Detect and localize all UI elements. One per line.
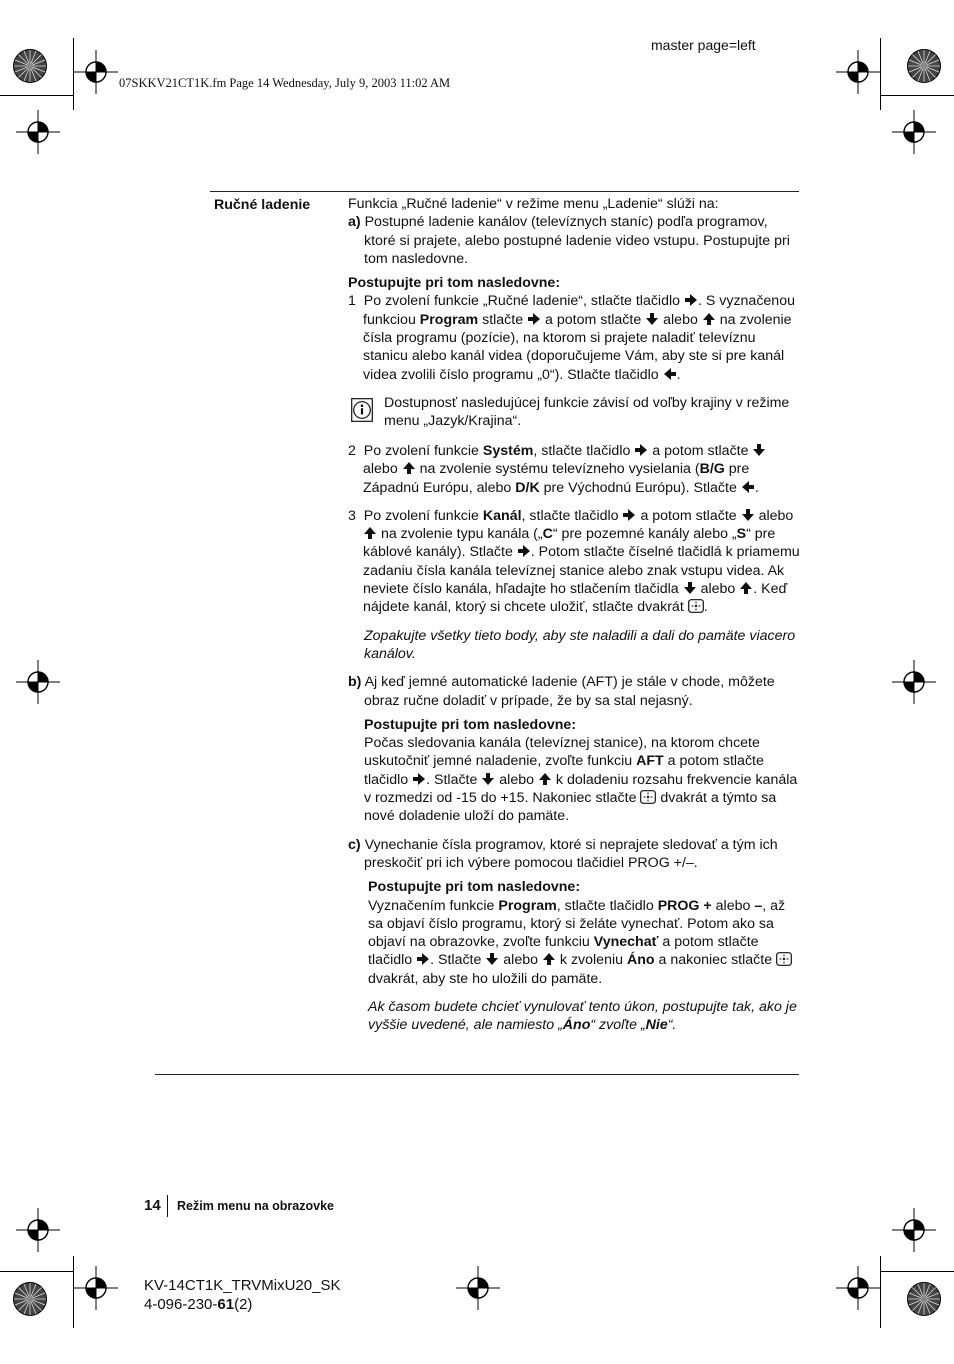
color-rosette-icon	[906, 1281, 942, 1317]
arrow-down-icon	[645, 312, 659, 326]
ok-button-icon	[640, 790, 656, 804]
arrow-right-icon	[622, 508, 636, 522]
note-text: Dostupnosť nasledujúcej funkcie závisí od voľby krajiny v režime menu „Jazyk/Krajina“.	[384, 394, 790, 430]
item-b: b) Aj keď jemné automatické ladenie (AFT) je stále v chode, môžete obraz ručne doladiť v prípade, že by sa stal nejasný.	[348, 674, 775, 709]
step-2: 2 Po zvolení funkcie Systém, stlačte tlačidlo a potom stlačte alebo na zvolenie systému televízneho vysielania (B/G pre Západnú Európu, alebo D/K pre Východnú Európu). Stlačte .	[348, 442, 800, 497]
registration-mark-icon	[16, 110, 60, 154]
arrow-up-icon	[538, 772, 552, 786]
arrow-up-icon	[363, 526, 377, 540]
arrow-left-icon	[663, 367, 677, 381]
footer-section-name: Režim menu na obrazovke	[177, 1199, 334, 1213]
ok-button-icon	[776, 952, 792, 966]
arrow-right-icon	[416, 952, 430, 966]
arrow-down-icon	[683, 581, 697, 595]
arrow-right-icon	[527, 312, 541, 326]
b-heading: Postupujte pri tom nasledovne:	[364, 716, 577, 733]
color-rosette-icon	[12, 1281, 48, 1317]
item-c: c) Vynechanie čísla programov, ktoré si neprajete sledovať a tým ich preskočiť pri ich výbere pomocou tlačidiel PROG +/–.	[348, 836, 778, 871]
arrow-up-icon	[402, 461, 416, 475]
registration-mark-icon	[74, 1266, 118, 1310]
arrow-left-icon	[741, 480, 755, 494]
arrow-right-icon	[412, 772, 426, 786]
arrow-down-icon	[752, 443, 766, 457]
section-label: Ručné ladenie	[214, 197, 311, 213]
a-heading: Postupujte pri tom nasledovne:	[348, 275, 561, 292]
ok-button-icon	[688, 599, 704, 613]
registration-mark-icon	[892, 660, 936, 704]
model-name: KV-14CT1K_TRVMixU20_SK	[144, 1277, 341, 1294]
step-1: 1 Po zvolení funkcie „Ručné ladenie“, stlačte tlačidlo . S vyznačenou funkciou Program stlačte a potom stlačte alebo na zvolenie čísla programu (pozície), na ktorom si prajete naladiť televíznu stanicu alebo kanál videa (doporučujeme Vám, aby ste si pre kanál videa zvolili číslo programu „0“). Stlačte tlačidlo .	[348, 293, 795, 383]
item-a: a) Postupné ladenie kanálov (televíznych staníc) podľa programov, ktoré si prajete, alebo postupné ladenie video vstupu. Postupujte pri tom nasledovne.	[348, 214, 790, 267]
registration-mark-icon	[16, 1208, 60, 1252]
color-rosette-icon	[12, 48, 48, 84]
arrow-right-icon	[634, 443, 648, 457]
intro-text: Funkcia „Ručné ladenie“ v režime menu „Ladenie“ slúži na:	[348, 196, 719, 212]
file-info: 07SKKV21CT1K.fm Page 14 Wednesday, July 9, 2003 11:02 AM	[119, 76, 451, 90]
top-rule	[210, 191, 799, 192]
step-3: 3 Po zvolení funkcie Kanál, stlačte tlačidlo a potom stlačte alebo na zvolenie typu kanála („C“ pre pozemné kanály alebo „S“ pre káblové kanály). Stlačte . Potom stlačte číselné tlačidlá k priamemu zadaniu čísla kanála televíznej stanice alebo znak vstupu videa. Ak neviete číslo kanála, hľadajte ho stlačením tlačidla alebo . Keď nájdete kanál, ktorý si chcete uložiť, stlačte dvakrát .	[348, 507, 800, 616]
model-code: 4-096-230-61(2)	[144, 1296, 253, 1313]
arrow-right-icon	[684, 293, 698, 307]
registration-mark-icon	[836, 50, 880, 94]
bottom-rule	[155, 1074, 799, 1075]
c-note: Ak časom budete chcieť vynulovať tento úkon, postupujte tak, ako je vyššie uvedené, ale namiesto „Áno“ zvoľte „Nie“.	[368, 998, 797, 1034]
arrow-right-icon	[517, 544, 531, 558]
arrow-down-icon	[485, 952, 499, 966]
color-rosette-icon	[906, 48, 942, 84]
arrow-down-icon	[481, 772, 495, 786]
repeat-note: Zopakujte všetky tieto body, aby ste naladili a dali do pamäte viacero kanálov.	[364, 627, 796, 662]
registration-mark-icon	[892, 110, 936, 154]
page-number: 14	[144, 1197, 161, 1214]
registration-mark-icon	[836, 1266, 880, 1310]
arrow-up-icon	[542, 952, 556, 966]
info-note	[348, 394, 800, 432]
registration-mark-icon	[892, 1208, 936, 1252]
section-content	[348, 195, 800, 1035]
arrow-down-icon	[741, 508, 755, 522]
arrow-up-icon	[702, 312, 716, 326]
model-info	[144, 1276, 340, 1314]
registration-mark-icon	[456, 1266, 500, 1310]
footer-divider	[167, 1195, 168, 1217]
arrow-up-icon	[739, 581, 753, 595]
c-heading: Postupujte pri tom nasledovne:	[368, 879, 581, 896]
item-c-instructions: Postupujte pri tom nasledovne: Vyznačením funkcie Program, stlačte tlačidlo PROG + alebo –, až sa objaví číslo programu, ktorý si želáte vynechať. Potom ako sa objaví na obrazovke, zvoľte funkciu Vynechať a potom stlačte tlačidlo . Stlačte alebo k zvoleniu Áno a nakoniec stlačte dvakrát, aby ste ho uložili do pamäte. Ak časom budete chcieť vynulovať tento úkon, postupujte tak, ako je vyššie uvedené, ale namiesto „Áno“ zvoľte „Nie“.	[348, 878, 800, 1034]
item-a-marker: a)	[348, 214, 361, 231]
registration-mark-icon	[16, 660, 60, 704]
master-page-label: master page=left	[651, 37, 756, 53]
info-icon	[351, 398, 373, 422]
registration-mark-icon	[74, 50, 118, 94]
item-b-instructions: Postupujte pri tom nasledovne: Počas sledovania kanála (televíznej stanice), na ktorom chcete uskutočniť jemné naladenie, zvoľte funkciu AFT a potom stlačte tlačidlo . Stlačte alebo k doladeniu rozsahu frekvencie kanála v rozmedzi od -15 do +15. Nakoniec stlačte dvakrát a týmto sa nové doladenie uloží do pamäte.	[364, 716, 798, 825]
